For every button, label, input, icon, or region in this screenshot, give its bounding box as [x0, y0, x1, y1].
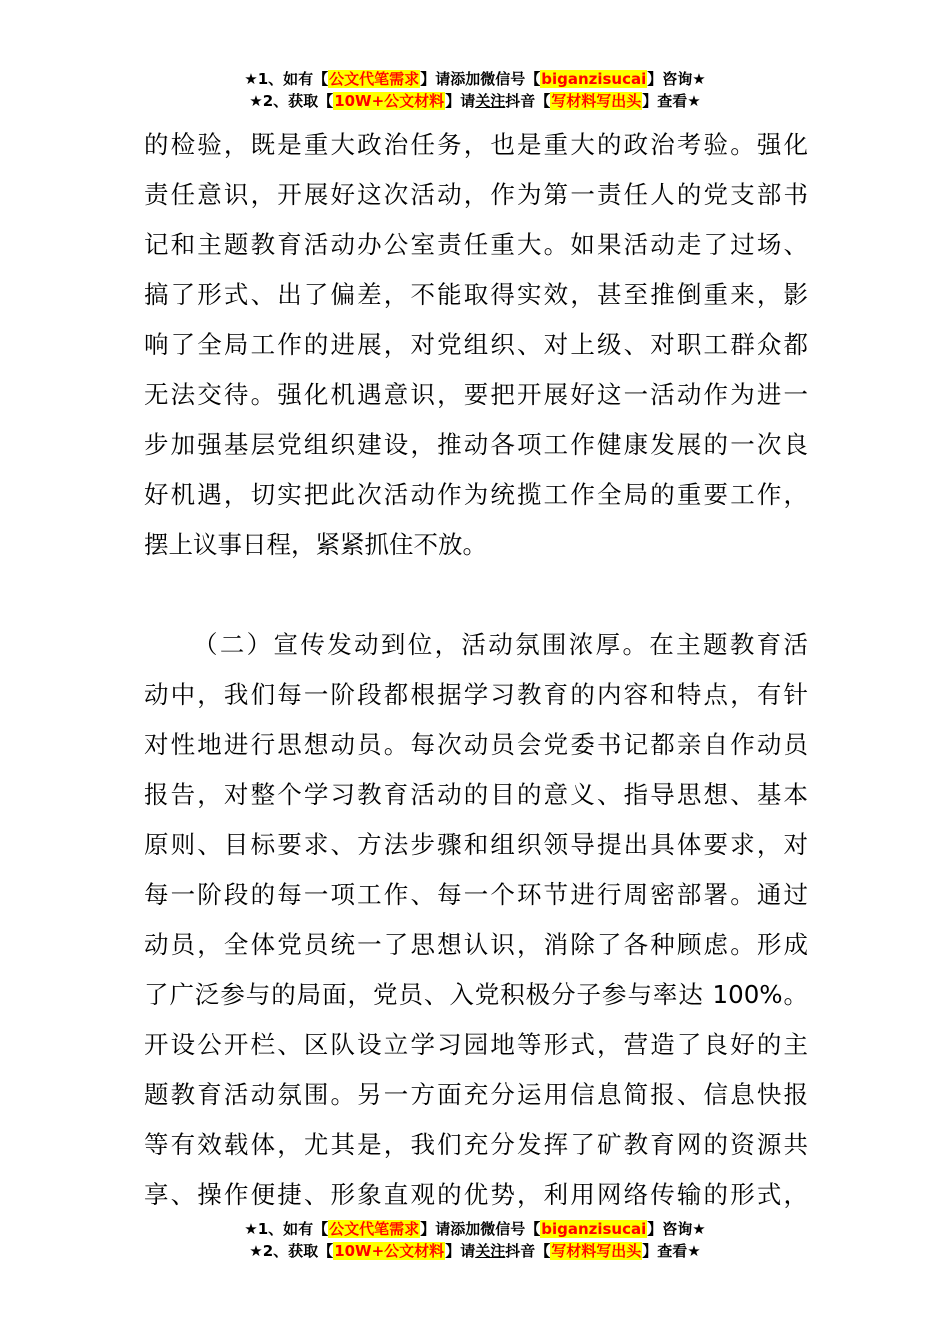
banner-underline: 关注: [475, 1242, 506, 1260]
banner-line-1: ★1、如有【公文代笔需求】请添加微信号【biganzisucai】咨询★: [244, 1220, 706, 1238]
wechat-id: biganzisucai: [541, 70, 647, 88]
text-line: 记和主题教育活动办公室责任重大。如果活动走了过场、: [144, 230, 808, 259]
text-line: 好机遇，切实把此次活动作为统揽工作全局的重要工作，: [144, 480, 808, 509]
text-line: 摆上议事日程，紧紧抓住不放。: [144, 530, 487, 559]
text-line: 的检验，既是重大政治任务，也是重大的政治考验。强化: [144, 130, 808, 159]
banner-highlight: 10W+公文材料: [334, 1242, 445, 1260]
header-banner: [0, 68, 950, 112]
wechat-id: biganzisucai: [541, 1220, 647, 1238]
text-line: 报告，对整个学习教育活动的目的意义、指导思想、基本: [144, 780, 808, 809]
banner-line-1: ★1、如有【公文代笔需求】请添加微信号【biganzisucai】咨询★: [244, 70, 706, 88]
footer-banner: [0, 1218, 950, 1262]
paragraph-2: [144, 620, 808, 1220]
text-line: 开设公开栏、区队设立学习园地等形式，营造了良好的主: [144, 1030, 808, 1059]
banner-highlight: 公文代笔需求: [329, 1220, 420, 1238]
text-line: 动员，全体党员统一了思想认识，消除了各种顾虑。形成: [144, 930, 808, 959]
text-line: （二）宣传发动到位，活动氛围浓厚。在主题教育活: [193, 630, 808, 659]
banner-line-2: ★2、获取【10W+公文材料】请关注抖音【写材料写出头】查看★: [249, 1242, 701, 1260]
text-line: 每一阶段的每一项工作、每一个环节进行周密部署。通过: [144, 880, 808, 909]
text-line: 响了全局工作的进展，对党组织、对上级、对职工群众都: [144, 330, 808, 359]
text-line: 无法交待。强化机遇意识，要把开展好这一活动作为进一: [144, 380, 808, 409]
banner-underline: 关注: [475, 92, 506, 110]
text-line: 责任意识，开展好这次活动，作为第一责任人的党支部书: [144, 180, 808, 209]
text-line: 步加强基层党组织建设，推动各项工作健康发展的一次良: [144, 430, 808, 459]
banner-highlight: 10W+公文材料: [334, 92, 445, 110]
banner-line-2: ★2、获取【10W+公文材料】请关注抖音【写材料写出头】查看★: [249, 92, 701, 110]
text-line: 等有效载体，尤其是，我们充分发挥了矿教育网的资源共: [144, 1130, 808, 1159]
document-body: [144, 120, 808, 1220]
text-line: 搞了形式、出了偏差，不能取得实效，甚至推倒重来，影: [144, 280, 808, 309]
text-line: 享、操作便捷、形象直观的优势，利用网络传输的形式，: [144, 1180, 808, 1209]
paragraph-gap: [144, 570, 808, 620]
douyin-account: 写材料写出头: [551, 1242, 642, 1260]
text-line: 了广泛参与的局面，党员、入党积极分子参与率达 100%。: [144, 980, 808, 1009]
text-line: 动中，我们每一阶段都根据学习教育的内容和特点，有针: [144, 680, 808, 709]
text-line: 原则、目标要求、方法步骤和组织领导提出具体要求，对: [144, 830, 808, 859]
text-line: 对性地进行思想动员。每次动员会党委书记都亲自作动员: [144, 730, 808, 759]
text-line: 题教育活动氛围。另一方面充分运用信息简报、信息快报: [144, 1080, 808, 1109]
douyin-account: 写材料写出头: [551, 92, 642, 110]
banner-highlight: 公文代笔需求: [329, 70, 420, 88]
paragraph-1: [144, 120, 808, 570]
